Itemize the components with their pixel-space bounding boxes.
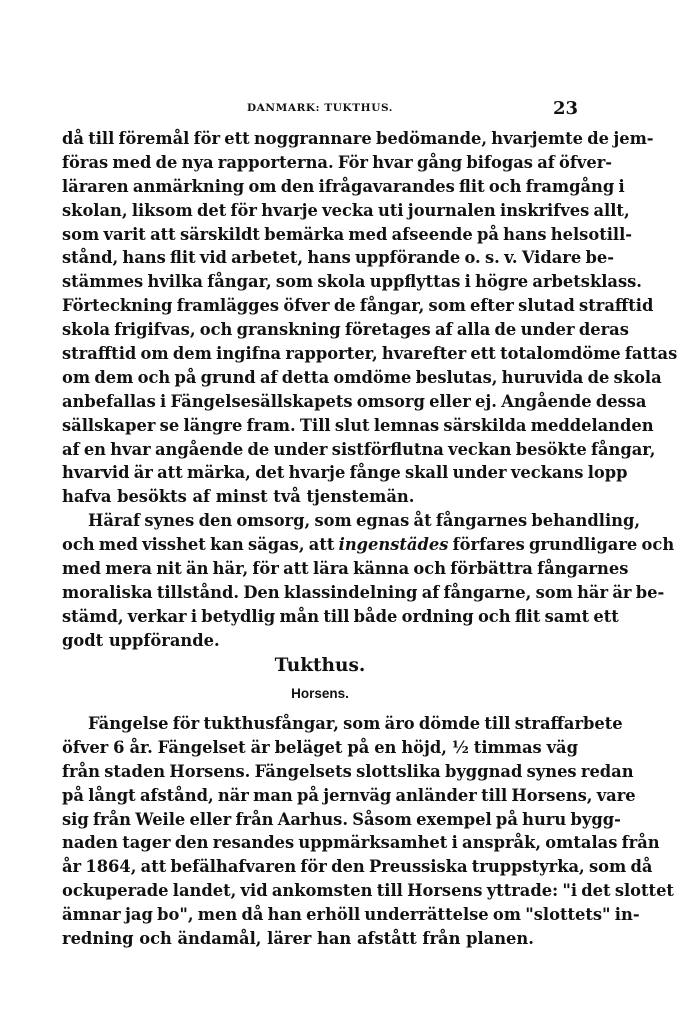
text-line: hvarvid är att märka, det hvarje fånge skall under veckans lopp bbox=[62, 463, 628, 483]
text-line: läraren anmärkning om den ifrågavarandes flit och framgång i bbox=[62, 176, 625, 196]
text-line: stämmes hvilka fångar, som skola uppflyttas i högre arbetsklass. bbox=[62, 272, 642, 292]
text-line: redning och ändamål, lärer han afstått från planen. bbox=[62, 929, 534, 949]
text-line: på långt afstånd, när man på jernväg anländer till Horsens, vare bbox=[62, 785, 636, 805]
body-text-top bbox=[62, 127, 678, 653]
text-line: strafftid om dem ingifna rapporter, hvarefter ett totalomdöme fattas bbox=[62, 344, 678, 364]
page-header bbox=[62, 98, 578, 120]
text-line: af en hvar angående de under sistförflutna veckan besökte fångar, bbox=[62, 439, 656, 459]
text-line: föras med de nya rapporterna. För hvar gång bifogas af öfver- bbox=[62, 152, 613, 172]
text-line: anbefallas i Fängelsesällskapets omsorg eller ej. Angående dessa bbox=[62, 391, 647, 411]
text-line: stånd, hans flit vid arbetet, hans uppförande o. s. v. Vidare be- bbox=[62, 248, 615, 268]
text-line: då till föremål för ett noggrannare bedömande, hvarjemte de jem- bbox=[62, 129, 654, 148]
page-number: 23 bbox=[552, 98, 578, 119]
text-line: Häraf synes den omsorg, som egnas åt fångarnes behandling, bbox=[88, 511, 641, 531]
text-line: sig från Weile eller från Aarhus. Såsom exempel på huru bygg- bbox=[62, 809, 621, 829]
text-fragment: förfares grundligare och bbox=[448, 535, 675, 555]
text-line: från staden Horsens. Fängelsets slottslika byggnad synes redan bbox=[62, 761, 634, 781]
section-title: Tukthus. bbox=[274, 655, 366, 676]
body-text-bottom bbox=[62, 712, 674, 951]
text-line: med mera nit än här, för att lära känna och förbättra fångarnes bbox=[62, 559, 629, 579]
text-line: stämd, verkar i betydlig mån till både ordning och flit samt ett bbox=[62, 606, 619, 626]
text-line: om dem och på grund af detta omdöme beslutas, huruvida de skola bbox=[62, 367, 662, 387]
text-line: ockuperade landet, vid ankomsten till Horsens yttrade: "i det slottet bbox=[62, 881, 674, 901]
text-line: sällskaper se längre fram. Till slut lemnas särskilda meddelanden bbox=[62, 415, 654, 435]
text-line: hafva besökts af minst två tjenstemän. bbox=[62, 487, 415, 507]
text-line: skola frigifvas, och granskning företages af alla de under deras bbox=[62, 320, 629, 340]
text-line: öfver 6 år. Fängelset är beläget på en höjd, ½ timmas väg bbox=[62, 737, 578, 757]
text-line: skolan, liksom det för hvarje vecka uti journalen inskrifves allt, bbox=[62, 200, 630, 220]
text-line: Fängelse för tukthusfångar, som äro dömde till straffarbete bbox=[88, 714, 623, 733]
text-line: naden tager den resandes uppmärksamhet i anspråk, omtalas från bbox=[62, 833, 660, 853]
running-title: DANMARK: TUKTHUS. bbox=[246, 102, 394, 114]
text-line: ämnar jag bo", men då han erhöll underrättelse om "slottets" in- bbox=[62, 905, 640, 925]
text-line: som varit att särskildt bemärka med afseende på hans helsotill- bbox=[62, 224, 633, 244]
text-line: moraliska tillstånd. Den klassindelning af fångarne, som här är be- bbox=[62, 582, 665, 602]
text-line-with-italic bbox=[62, 533, 675, 557]
text-line: godt uppförande. bbox=[62, 630, 220, 650]
section-subtitle: Horsens. bbox=[291, 686, 349, 701]
italic-word: ingenstädes bbox=[338, 535, 449, 555]
text-line: Förteckning framlägges öfver de fångar, som efter slutad strafftid bbox=[62, 296, 654, 316]
text-line: år 1864, att befälhafvaren för den Preussiska truppstyrka, som då bbox=[62, 857, 653, 877]
text-fragment: och med visshet kan sägas, att bbox=[62, 535, 339, 555]
